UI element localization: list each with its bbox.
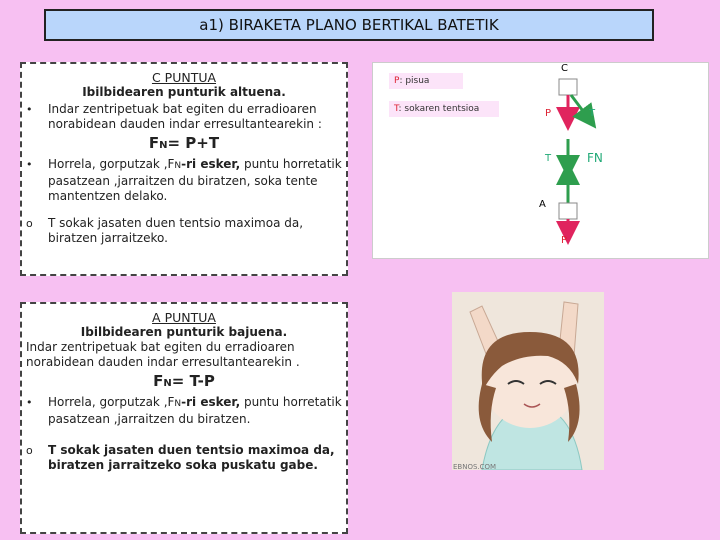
page-title: a1) BIRAKETA PLANO BERTIKAL BATETIK xyxy=(44,9,654,41)
c-heading: C PUNTUA xyxy=(151,70,217,85)
a-heading: A PUNTUA xyxy=(152,310,216,325)
label-fn: FN xyxy=(587,151,603,165)
c-formula: FN= P+T xyxy=(148,134,220,152)
label-t-mid: T xyxy=(545,153,552,164)
a-formula: FN= T-P xyxy=(153,372,215,390)
legend-tension: T: sokaren tentsioa xyxy=(389,101,499,117)
c-subheading: Ibilbidearen punturik altuena. xyxy=(82,85,286,99)
label-p-top: P xyxy=(545,108,552,119)
c-bullet-3: o T sokak jasaten duen tentsio maximoa da, biratzen jarraitzeko. xyxy=(26,216,304,245)
mass-top xyxy=(559,79,577,95)
tension-arrow-top xyxy=(571,95,589,119)
a-paragraph-1: Indar zentripetuak bat egiten du erradioaren norabidean dauden indar erresultantearekin . xyxy=(26,340,300,369)
forces-drawing xyxy=(373,63,708,258)
anime-girl-drawing xyxy=(452,292,604,470)
watermark: EBNOS.COM xyxy=(453,463,497,471)
mass-bottom xyxy=(559,203,577,219)
anime-girl-illustration xyxy=(452,292,604,470)
forces-diagram xyxy=(372,62,709,259)
label-c: C xyxy=(561,63,568,74)
a-bullet-2: • Horrela, gorputzak ,FN-ri esker, puntu horretatik pasatzean ,jarraitzen du biratzen. xyxy=(26,395,342,426)
c-point-panel xyxy=(20,62,348,276)
a-point-panel xyxy=(20,302,348,534)
label-p-bottom: P xyxy=(561,235,568,246)
legend-weight: P: pisua xyxy=(389,73,463,89)
a-subheading: Ibilbidearen punturik bajuena. xyxy=(80,325,288,339)
label-t-top: T xyxy=(589,108,596,119)
c-bullet-1: • Indar zentripetuak bat egiten du erradioaren norabidean dauden indar erresultantearekin : xyxy=(26,102,322,131)
a-bullet-3: o T sokak jasaten duen tentsio maximoa da, biratzen jarraitzeko soka puskatu gabe. xyxy=(26,443,335,472)
c-bullet-2: • Horrela, gorputzak ,FN-ri esker, puntu horretatik pasatzean ,jarraitzen du biratzen, soka tente mantentzen delako. xyxy=(26,157,342,203)
label-a: A xyxy=(539,199,546,210)
